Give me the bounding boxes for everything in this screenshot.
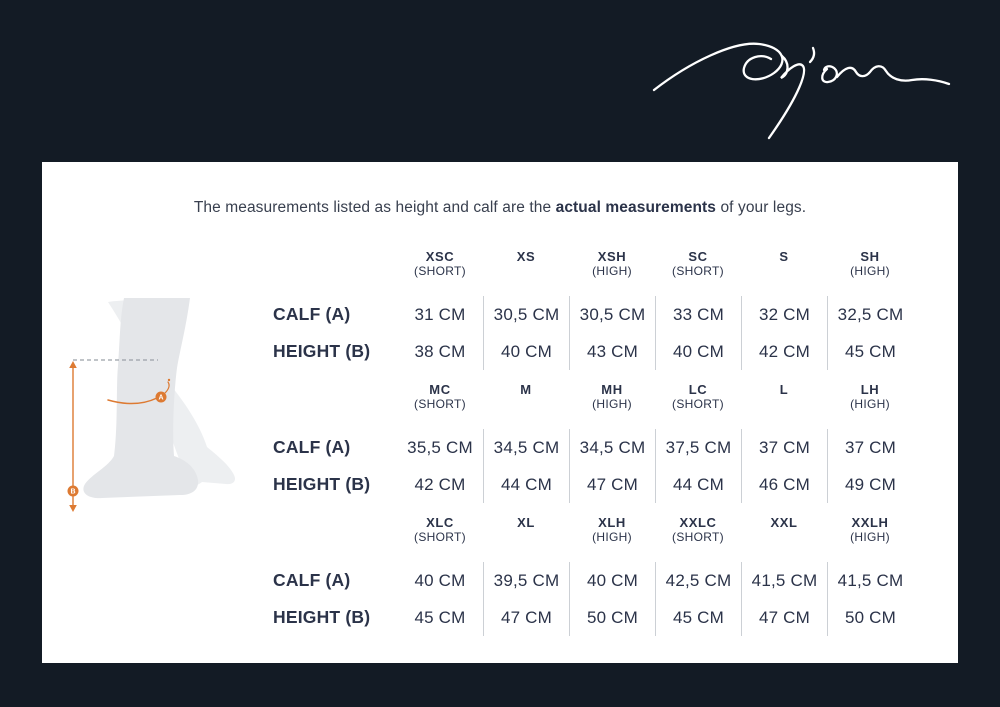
size-variant: (SHORT) — [672, 264, 724, 278]
size-variant: (SHORT) — [672, 530, 724, 544]
calf-value-cell: 40 CM — [414, 570, 466, 590]
size-variant: (SHORT) — [672, 397, 724, 411]
size-table-m-l — [273, 379, 915, 503]
height-value-cell: 44 CM — [483, 466, 569, 503]
height-value-cell: 50 CM — [569, 599, 655, 636]
size-column-header — [655, 246, 741, 296]
calf-value-cell: 30,5 CM — [483, 296, 569, 333]
size-variant: (HIGH) — [850, 530, 890, 544]
height-value-cell: 47 CM — [569, 466, 655, 503]
height-value-cell: 47 CM — [741, 599, 827, 636]
size-code: SC — [688, 249, 708, 264]
height-value-cell: 43 CM — [569, 333, 655, 370]
dyon-signature-logo-icon — [648, 32, 960, 150]
size-code: XSC — [425, 249, 455, 264]
size-code: MC — [429, 382, 451, 397]
size-table-xs-s — [273, 246, 915, 370]
calf-value-cell: 34,5 CM — [483, 429, 569, 466]
height-value-cell: 45 CM — [655, 599, 741, 636]
size-column-header — [397, 512, 483, 562]
size-variant: (SHORT) — [414, 530, 466, 544]
size-code: XS — [516, 249, 536, 264]
calf-value-cell: 34,5 CM — [569, 429, 655, 466]
size-column-header — [569, 379, 655, 429]
marker-a — [156, 392, 167, 403]
size-column-header — [655, 512, 741, 562]
size-code: XLC — [426, 515, 454, 530]
calf-measure-tail-dot — [168, 379, 170, 381]
size-column-header — [827, 246, 913, 296]
size-code: XLH — [598, 515, 626, 530]
corner-cell — [273, 512, 397, 562]
height-value-cell: 49 CM — [827, 466, 913, 503]
height-value-cell: 40 CM — [483, 333, 569, 370]
size-code: XXLH — [851, 515, 889, 530]
size-column-header — [483, 246, 569, 296]
size-column-header — [741, 512, 827, 562]
calf-value-cell: 40 CM — [569, 562, 655, 599]
size-code: XXL — [770, 515, 798, 530]
size-code: XSH — [597, 249, 627, 264]
size-code: S — [779, 249, 789, 264]
corner-cell — [273, 379, 397, 429]
size-variant: (HIGH) — [592, 530, 632, 544]
size-column-header — [397, 379, 483, 429]
intro-bold: actual measurements — [555, 199, 717, 216]
calf-value-cell: 31 CM — [414, 304, 466, 324]
size-code: XXLC — [679, 515, 717, 530]
front-leg-silhouette — [83, 298, 198, 498]
calf-value-cell: 32,5 CM — [827, 296, 913, 333]
calf-value-cell: 32 CM — [741, 296, 827, 333]
size-column-header — [569, 512, 655, 562]
row-label-calf: CALF (A) — [273, 437, 351, 457]
calf-value-cell: 35,5 CM — [407, 437, 473, 457]
height-value-cell: 40 CM — [655, 333, 741, 370]
size-code: M — [520, 382, 532, 397]
calf-value-cell: 33 CM — [655, 296, 741, 333]
size-variant: (HIGH) — [850, 397, 890, 411]
height-value-cell: 44 CM — [655, 466, 741, 503]
size-code: LC — [688, 382, 708, 397]
size-code: XL — [517, 515, 535, 530]
calf-value-cell: 37 CM — [827, 429, 913, 466]
height-value-cell: 46 CM — [741, 466, 827, 503]
size-column-header — [569, 246, 655, 296]
height-value-cell: 45 CM — [827, 333, 913, 370]
size-variant: (HIGH) — [592, 397, 632, 411]
size-code: LH — [860, 382, 880, 397]
size-column-header — [655, 379, 741, 429]
size-column-header — [827, 512, 913, 562]
size-column-header — [741, 246, 827, 296]
calf-value-cell: 42,5 CM — [655, 562, 741, 599]
size-table-xl-xxl — [273, 512, 915, 636]
height-value-cell: 45 CM — [414, 607, 466, 627]
height-value-cell: 42 CM — [414, 474, 466, 494]
intro-text — [42, 199, 958, 217]
size-variant: (HIGH) — [592, 264, 632, 278]
calf-value-cell: 39,5 CM — [483, 562, 569, 599]
intro-suffix: of your legs. — [716, 199, 807, 216]
size-variant: (SHORT) — [414, 397, 466, 411]
row-label-height: HEIGHT (B) — [273, 474, 371, 494]
row-label-calf: CALF (A) — [273, 304, 351, 324]
intro-prefix: The measurements listed as height and calf are the — [193, 199, 556, 216]
size-variant: (SHORT) — [414, 264, 466, 278]
height-value-cell: 47 CM — [483, 599, 569, 636]
corner-cell — [273, 246, 397, 296]
height-value-cell: 42 CM — [741, 333, 827, 370]
size-column-header — [483, 379, 569, 429]
marker-a-label: A — [158, 394, 164, 402]
size-code: L — [779, 382, 789, 397]
calf-value-cell: 41,5 CM — [827, 562, 913, 599]
calf-value-cell: 41,5 CM — [741, 562, 827, 599]
calf-value-cell: 37,5 CM — [655, 429, 741, 466]
row-label-height: HEIGHT (B) — [273, 341, 371, 361]
size-column-header — [741, 379, 827, 429]
row-label-calf: CALF (A) — [273, 570, 351, 590]
size-tables — [273, 246, 915, 645]
size-variant: (HIGH) — [850, 264, 890, 278]
height-value-cell: 38 CM — [414, 341, 466, 361]
size-column-header — [827, 379, 913, 429]
size-column-header — [483, 512, 569, 562]
size-code: MH — [601, 382, 623, 397]
size-code: SH — [860, 249, 880, 264]
marker-b — [68, 486, 79, 497]
legs-measurement-diagram — [56, 286, 264, 522]
row-label-height: HEIGHT (B) — [273, 607, 371, 627]
marker-b-label: B — [70, 488, 76, 496]
calf-value-cell: 30,5 CM — [569, 296, 655, 333]
calf-value-cell: 37 CM — [741, 429, 827, 466]
size-column-header — [397, 246, 483, 296]
height-value-cell: 50 CM — [827, 599, 913, 636]
